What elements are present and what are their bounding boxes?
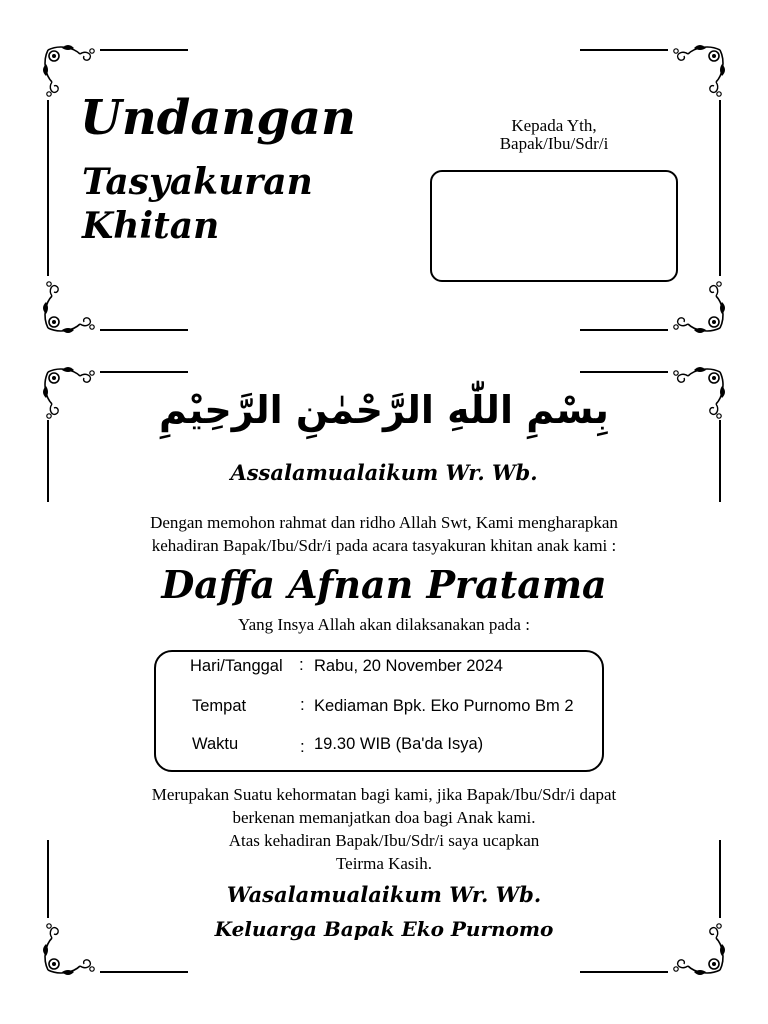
schedule-intro: Yang Insya Allah akan dilaksanakan pada : [238, 615, 530, 634]
farewell: Wasalamualaikum Wr. Wb. [226, 882, 542, 907]
detail-label-place: Tempat [192, 697, 247, 715]
greeting: Assalamualaikum Wr. Wb. [230, 460, 538, 485]
closing-line-2: berkenan memanjatkan doa bagi Anak kami. [232, 808, 536, 827]
detail-value-date: Rabu, 20 November 2024 [314, 657, 503, 675]
title-tasyakuran: Tasyakuran [82, 161, 313, 203]
intro-line-2: kehadiran Bapak/Ibu/Sdr/i pada acara tasyakuran khitan anak kami : [151, 536, 617, 555]
detail-label-time: Waktu [192, 735, 239, 753]
corner-ornament-icon [668, 276, 728, 336]
closing-line-3: Atas kehadiran Bapak/Ibu/Sdr/i saya ucapkan [228, 831, 540, 850]
intro-text [0, 511, 768, 557]
closing-text [0, 783, 768, 875]
recipient-label [430, 117, 678, 153]
closing-line-4: Teirma Kasih. [335, 854, 433, 873]
title-khitan: Khitan [82, 205, 220, 247]
corner-ornament-icon [668, 42, 728, 102]
corner-ornament-icon [40, 276, 100, 336]
title-undangan: Undangan [80, 90, 356, 146]
detail-sep-place: : [300, 695, 305, 714]
detail-value-time: 19.30 WIB (Ba'da Isya) [314, 735, 484, 753]
intro-line-1: Dengan memohon rahmat dan ridho Allah Swt, Kami mengharapkan [150, 513, 618, 532]
basmalah-calligraphy: بِسْمِ اللّٰهِ الرَّحْمٰنِ الرَّحِيْمِ [159, 388, 609, 432]
detail-label-date: Hari/Tanggal [190, 657, 283, 675]
child-name: Daffa Afnan Pratama [161, 562, 607, 607]
closing-line-1: Merupakan Suatu kehormatan bagi kami, jika Bapak/Ibu/Sdr/i dapat [151, 785, 617, 804]
recipient-line-2: Bapak/Ibu/Sdr/i [499, 133, 609, 153]
recipient-address-box[interactable] [430, 170, 678, 282]
detail-value-place: Kediaman Bpk. Eko Purnomo Bm 2 [314, 697, 574, 715]
detail-sep-date: : [299, 655, 304, 674]
recipient-line-1: Kepada Yth, [511, 116, 597, 135]
signature: Keluarga Bapak Eko Purnomo [214, 917, 554, 941]
detail-sep-time: : [300, 737, 305, 756]
